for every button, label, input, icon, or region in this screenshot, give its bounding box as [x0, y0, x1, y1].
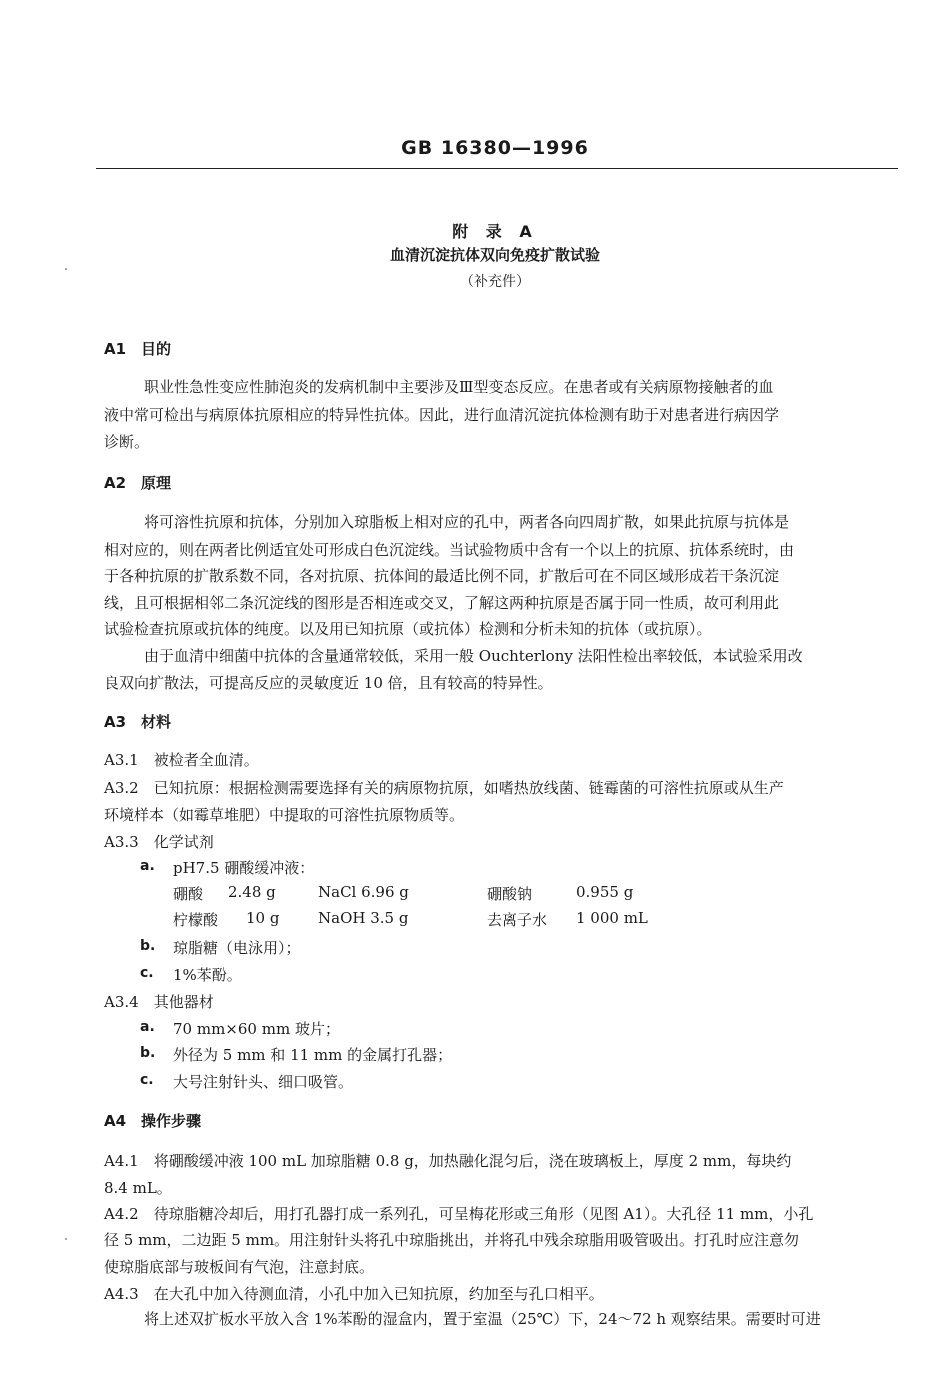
list-label: c.: [140, 965, 154, 981]
list-label: b.: [140, 1045, 156, 1061]
appendix-label: 附 录 A: [452, 222, 538, 241]
reagent-amount: 10 g: [246, 909, 280, 927]
clause-a4-2: A4.2 待琼脂糖冷却后，用打孔器打成一系列孔，可呈梅花形或三角形（见图 A1）。大孔径 11 mm，小孔: [104, 1205, 814, 1223]
paragraph-line: 将可溶性抗原和抗体，分别加入琼脂板上相对应的孔中，两者各向四周扩散，如果此抗原与抗体是: [144, 513, 790, 531]
paragraph-line: 将上述双扩板水平放入含 1%苯酚的湿盒内，置于室温（25℃）下，24～72 h 观察结果。需要时可进: [144, 1310, 821, 1328]
paragraph-line: 诊断。: [104, 433, 150, 451]
clause-a3-3: A3.3 化学试剂: [104, 833, 214, 851]
reagent-name: 硼酸: [173, 885, 204, 903]
reagent-amount: 2.48 g: [228, 883, 276, 901]
buffer-title: pH7.5 硼酸缓冲液：: [173, 859, 315, 877]
paragraph-line: 8.4 mL。: [104, 1179, 172, 1197]
scan-speck: [65, 1238, 67, 1240]
list-label: a.: [140, 1019, 155, 1035]
clause-a3-2: A3.2 已知抗原：根据检测需要选择有关的病原物抗原，如嗜热放线菌、链霉菌的可溶性抗原或从生产: [104, 779, 784, 797]
clause-a4-3: A4.3 在大孔中加入待测血清，小孔中加入已知抗原，约加至与孔口相平。: [104, 1285, 604, 1303]
standard-header: GB 16380—1996: [401, 137, 589, 159]
paragraph-line: 职业性急性变应性肺泡炎的发病机制中主要涉及Ⅲ型变态反应。在患者或有关病原物接触者的血: [144, 378, 774, 396]
clause-a3-1: A3.1 被检者全血清。: [104, 751, 259, 769]
clause-a4-1: A4.1 将硼酸缓冲液 100 mL 加琼脂糖 0.8 g，加热融化混匀后，浇在玻璃板上，厚度 2 mm，每块约: [104, 1152, 792, 1170]
clause-a3-4: A3.4 其他器材: [104, 993, 214, 1011]
reagent-amount: 1 000 mL: [576, 909, 648, 927]
reagent-item: NaCl 6.96 g: [318, 883, 409, 901]
paragraph-line: 相对应的，则在两者比例适宜处可形成白色沉淀线。当试验物质中含有一个以上的抗原、抗体系统时，由: [104, 541, 795, 559]
reagent-item: NaOH 3.5 g: [318, 909, 409, 927]
paragraph-line: 环境样本（如霉草堆肥）中提取的可溶性抗原物质等。: [104, 806, 465, 824]
section-a2-heading: A2 原理: [104, 474, 172, 492]
list-item: 琼脂糖（电泳用）；: [173, 939, 301, 957]
reagent-name: 柠檬酸: [173, 911, 219, 929]
section-a4-heading: A4 操作步骤: [104, 1112, 202, 1130]
reagent-name: 去离子水: [487, 911, 548, 929]
list-label: a.: [140, 858, 155, 874]
list-item: 1%苯酚。: [173, 966, 242, 984]
list-label: c.: [140, 1072, 154, 1088]
paragraph-line: 试验检查抗原或抗体的纯度。以及用已知抗原（或抗体）检测和分析未知的抗体（或抗原）。: [104, 620, 712, 638]
paragraph-line: 良双向扩散法，可提高反应的灵敏度近 10 倍，且有较高的特异性。: [104, 674, 553, 692]
paragraph-line: 于各种抗原的扩散系数不同，各对抗原、抗体间的最适比例不同，扩散后可在不同区域形成若干条沉淀: [104, 567, 780, 585]
reagent-name: 硼酸钠: [487, 885, 533, 903]
list-item: 70 mm×60 mm 玻片；: [173, 1020, 340, 1038]
section-a3-heading: A3 材料: [104, 713, 172, 731]
paragraph-line: 使琼脂底部与玻板间有气泡，注意封底。: [104, 1258, 375, 1276]
paragraph-line: 液中常可检出与病原体抗原相应的特异性抗体。因此，进行血清沉淀抗体检测有助于对患者进行病因学: [104, 406, 780, 424]
reagent-amount: 0.955 g: [576, 883, 634, 901]
appendix-note: （补充件）: [460, 274, 530, 290]
list-label: b.: [140, 938, 156, 954]
paragraph-line: 线，且可根据相邻二条沉淀线的图形是否相连或交叉，了解这两种抗原是否属于同一性质，故可利用此: [104, 594, 780, 612]
section-a1-heading: A1 目的: [104, 340, 172, 358]
appendix-title: 血清沉淀抗体双向免疫扩散试验: [389, 246, 600, 264]
paragraph-line: 由于血清中细菌中抗体的含量通常较低，采用一般 Ouchterlony 法阳性检出率较低，本试验采用改: [144, 647, 803, 665]
paragraph-line: 径 5 mm，二边距 5 mm。用注射针头将孔中琼脂挑出，并将孔中残余琼脂用吸管吸出。打孔时应注意勿: [104, 1231, 800, 1249]
list-item: 大号注射针头、细口吸管。: [173, 1073, 354, 1091]
header-rule: [96, 168, 898, 169]
scan-speck: [65, 268, 67, 270]
list-item: 外径为 5 mm 和 11 mm 的金属打孔器；: [173, 1046, 453, 1064]
